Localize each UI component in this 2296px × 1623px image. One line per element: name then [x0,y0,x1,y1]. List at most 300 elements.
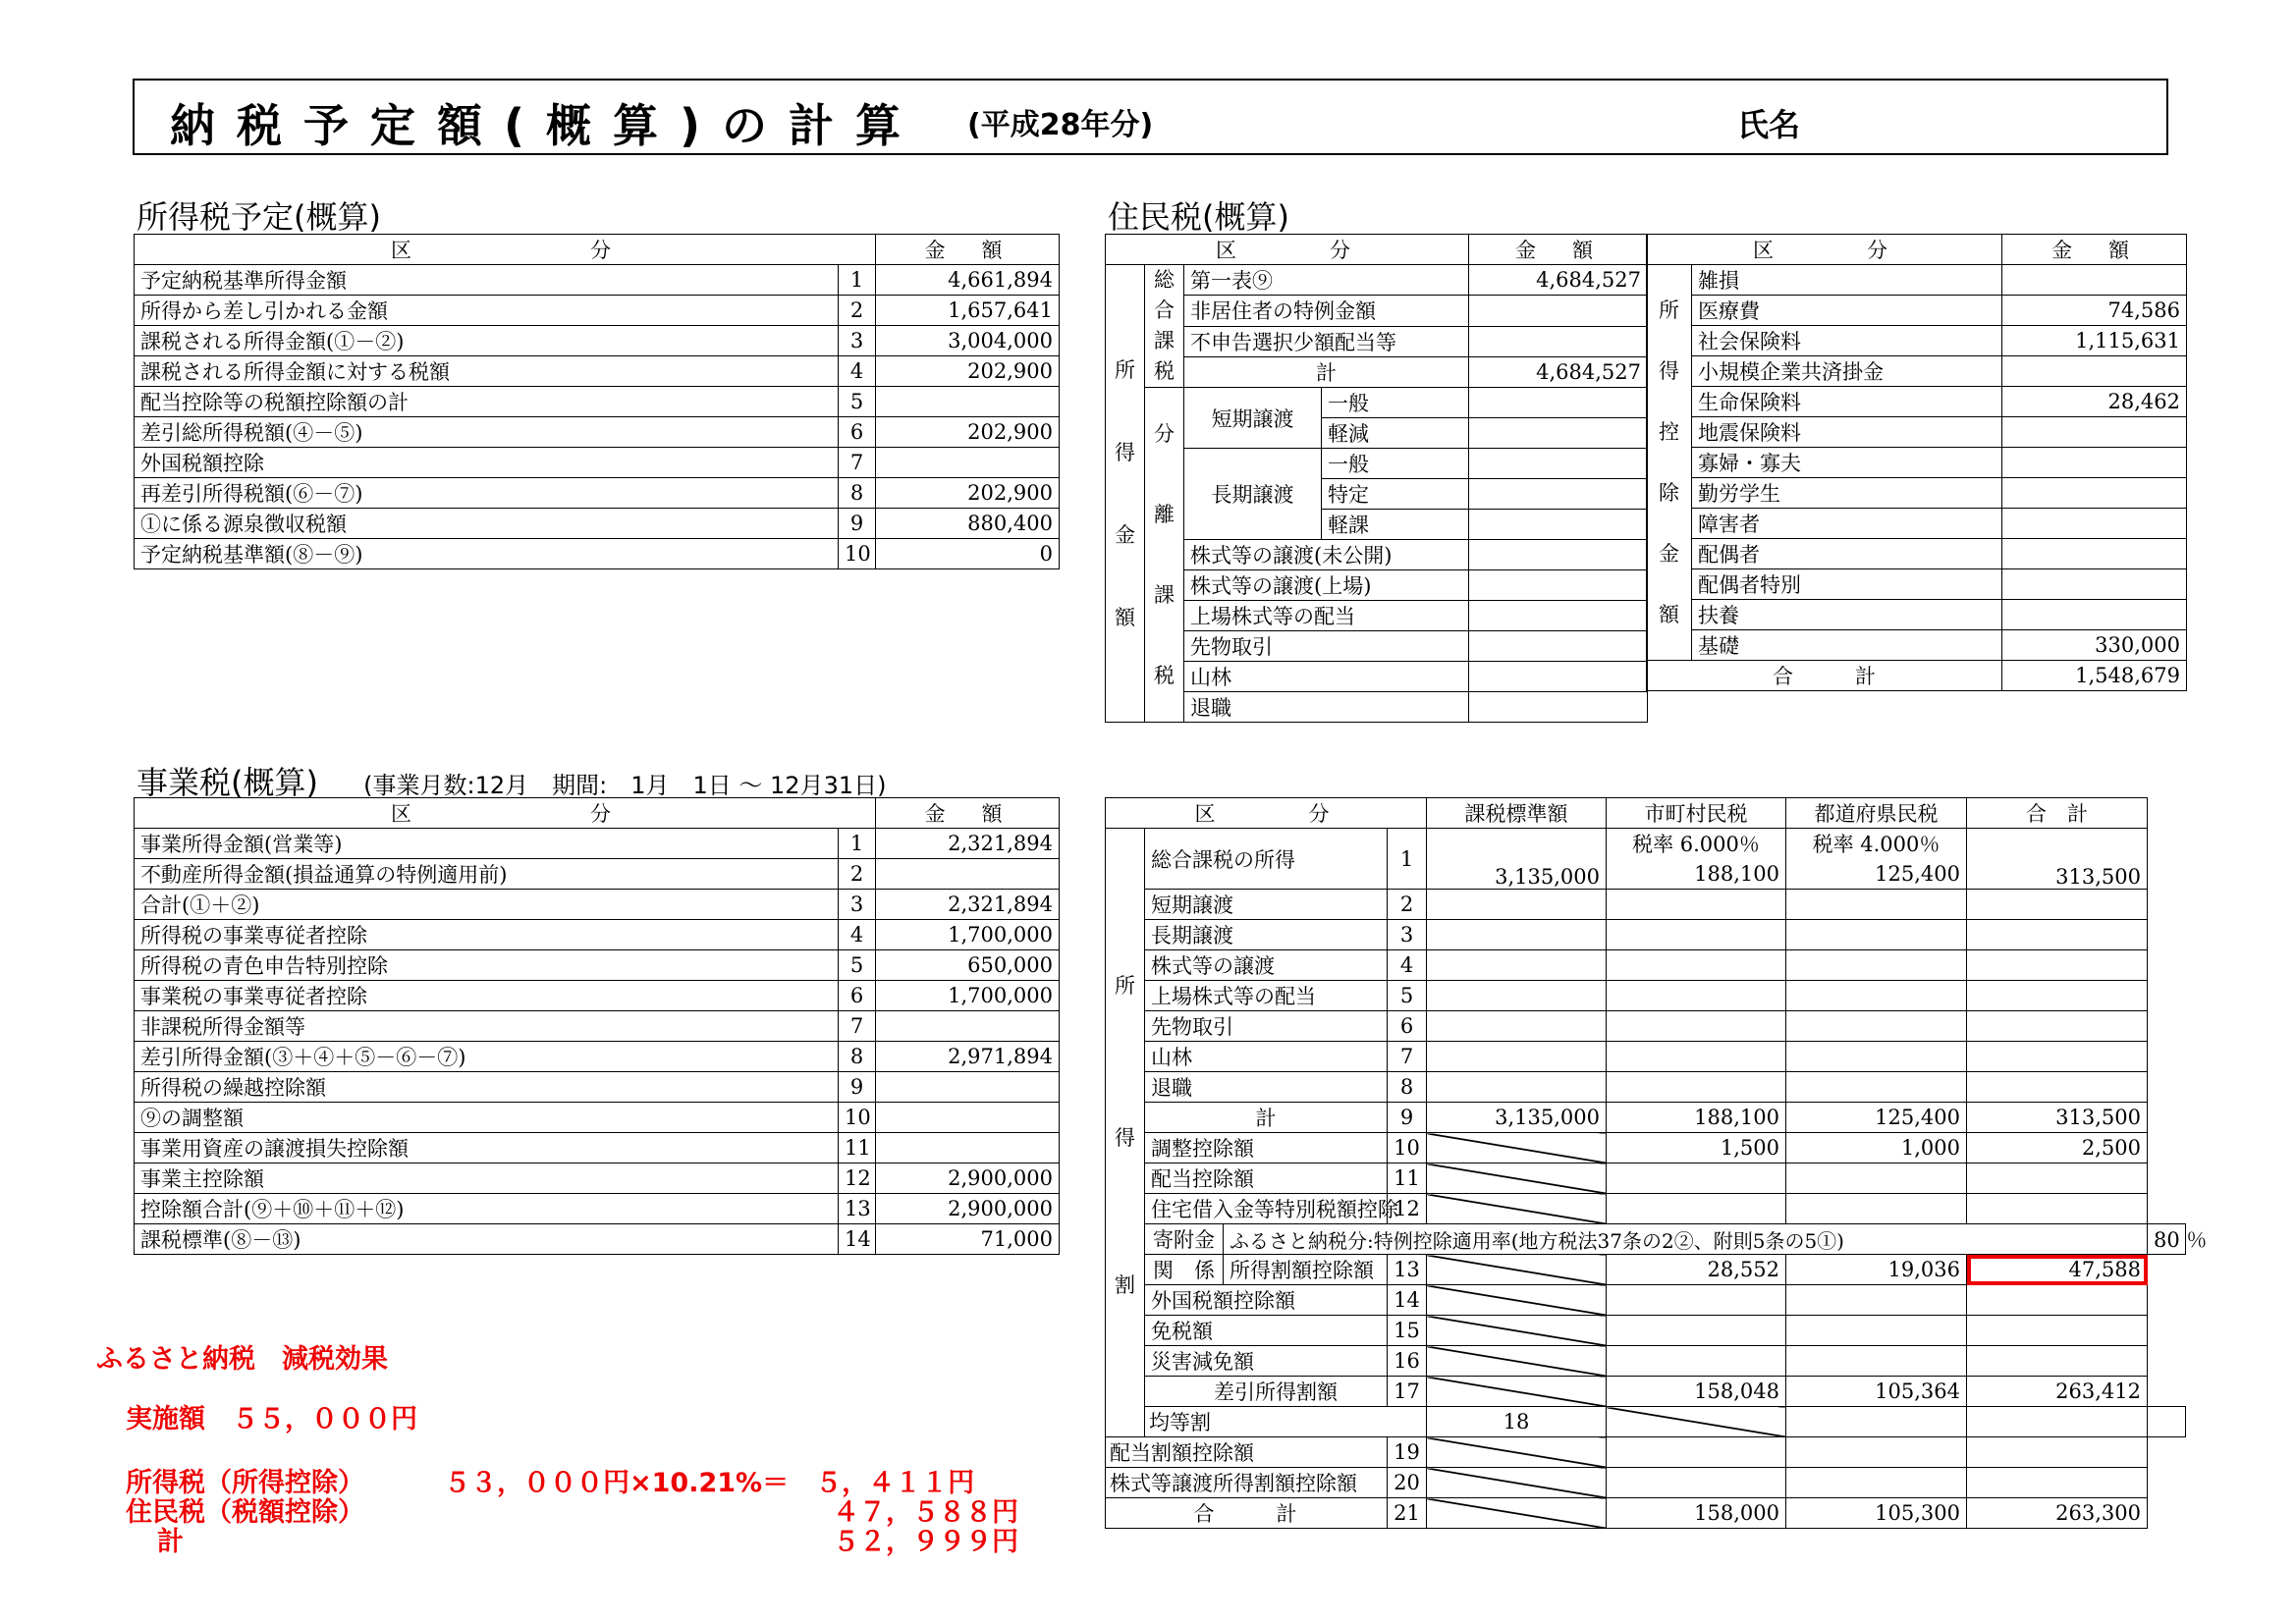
row-label: 特定 [1322,479,1469,510]
table-row [1106,540,1648,570]
row-label: 株式等の譲渡 [1145,950,1388,981]
row-label: 生命保険料 [1692,387,2002,417]
row-label: 第一表⑨ [1184,265,1469,296]
table-row [1647,265,2187,296]
row-amount [1469,662,1648,692]
row-pref [1786,829,1967,890]
row-no: 8 [1388,1072,1427,1103]
row-amount [1469,449,1648,479]
furusato-line1-calc: ５３，０００円×10.21%＝ ５，４１１円 [444,1468,975,1498]
row-base [1427,1042,1607,1072]
table-row [1647,326,2187,356]
row-label: 住宅借入金等特別税額控除 [1145,1194,1388,1224]
shotoku-wari-label: 所 得 割 [1106,829,1145,1437]
city-value: 188,100 [1694,862,1779,886]
row-label: 上場株式等の配当 [1184,601,1469,631]
row-label: ①に係る源泉徴収税額 [135,509,839,539]
table-row [1106,920,2186,950]
row-base: 3,135,000 [1427,1103,1607,1133]
row-pref [1786,1072,1967,1103]
row-label: 外国税額控除 [135,448,839,478]
row-base [1427,890,1607,920]
row-amount: 0 [876,539,1060,569]
row-total: 263,300 [1967,1498,2148,1529]
col-kubun: 区 分 [1647,235,2002,265]
row-label: 山林 [1184,662,1469,692]
short-label: 短期譲渡 [1184,388,1322,449]
row-amount [2002,356,2187,387]
row-amount: 1,700,000 [876,920,1060,950]
row-label: 不申告選択少額配当等 [1184,326,1469,356]
resident-income-table [1105,234,1648,723]
table-row [1106,1072,2186,1103]
row-label: 配偶者特別 [1692,569,2002,600]
furusato-line3-value: ５２，９９９円 [833,1527,1018,1557]
row-amount [876,448,1060,478]
table-row [135,326,1060,356]
table-row [135,1224,1060,1255]
table-row [1106,798,2186,829]
row-base [1427,1346,1607,1377]
row-amount: 2,971,894 [876,1042,1060,1072]
row-city [1607,1072,1786,1103]
row-pref [1786,920,1967,950]
city-rate: 税率 6.000％ [1632,833,1760,856]
row-amount [876,1133,1060,1163]
row-label: 不動産所得金額(損益通算の特例適用前) [135,859,839,890]
pref-value: 125,400 [1875,862,1960,886]
row-no: 7 [839,1011,876,1042]
row-no: 4 [839,356,876,387]
col-amount: 金 額 [2002,235,2187,265]
row-base [1427,1498,1607,1529]
row-label: 事業所得金額(営業等) [135,829,839,859]
row-city [1607,1194,1786,1224]
table-row [135,1163,1060,1194]
row-no: 19 [1388,1437,1427,1468]
table-row [1106,1194,2186,1224]
table-row [1647,296,2187,326]
row-city: 28,552 [1607,1255,1786,1285]
table-row [135,448,1060,478]
page-title: 納税予定額(概算)の計算 [170,99,923,152]
row-city [1607,981,1786,1011]
row-pref [1786,1042,1967,1072]
row-label: 上場株式等の配当 [1145,981,1388,1011]
row-label: 所得割額控除額 [1224,1255,1388,1285]
row-no: 17 [1388,1377,1427,1407]
table-row [1647,630,2187,661]
row-no: 16 [1388,1346,1427,1377]
row-amount [1469,388,1648,418]
row-label: 株式等の譲渡(未公開) [1184,540,1469,570]
business-tax-period: (事業月数:12月 期間: 1月 1日 〜 12月31日) [363,772,887,799]
long-label: 長期譲渡 [1184,449,1322,540]
col-kubun: 区 分 [1106,235,1469,265]
col-amount: 金 額 [1469,235,1648,265]
row-amount: 1,657,641 [876,296,1060,326]
table-row [1647,387,2187,417]
row-amount: 2,321,894 [876,829,1060,859]
row-total [1967,981,2148,1011]
row-amount: 202,900 [876,356,1060,387]
row-label: 基礎 [1692,630,2002,661]
row-city [1607,829,1786,890]
table-row [1106,388,1648,418]
row-amount [1469,601,1648,631]
row-label: 山林 [1145,1042,1388,1072]
row-label: 課税される所得金額(①－②) [135,326,839,356]
row-amount [1469,479,1648,510]
table-row [1106,1103,2186,1133]
table-row [1647,509,2187,539]
row-label: 株式等譲渡所得割額控除額 [1106,1468,1388,1498]
row-label: 予定納税基準所得金額 [135,265,839,296]
table-row [1647,661,2187,691]
row-pref [1786,1346,1967,1377]
table-row [1106,890,2186,920]
row-label: 勤労学生 [1692,478,2002,509]
table-row [1647,539,2187,569]
row-label: 先物取引 [1184,631,1469,662]
row-amount: 202,900 [876,478,1060,509]
row-label: 医療費 [1692,296,2002,326]
table-row [135,1042,1060,1072]
row-no: 21 [1388,1498,1427,1529]
row-amount [1469,540,1648,570]
wari-label: 割 [1115,1272,1135,1297]
row-label: 所得税の事業専従者控除 [135,920,839,950]
row-city [1607,1468,1786,1498]
table-row [1106,631,1648,662]
row-label: 短期譲渡 [1145,890,1388,920]
table-row [135,950,1060,981]
row-no: 9 [839,509,876,539]
row-total [1967,1072,2148,1103]
row-city [1607,1285,1786,1316]
table-row [1106,296,1648,326]
table-row [1106,601,1648,631]
table-row [1106,1042,2186,1072]
row-total: 313,500 [1967,1103,2148,1133]
row-label: 再差引所得税額(⑥－⑦) [135,478,839,509]
table-row [1106,1011,2186,1042]
row-city [1607,890,1786,920]
table-row [135,859,1060,890]
row-label: 配当控除等の税額控除額の計 [135,387,839,417]
table-row [135,1011,1060,1042]
income-tax-table [134,234,1060,569]
row-city [1607,950,1786,981]
row-no: 10 [839,1103,876,1133]
row-pref [1786,1437,1967,1468]
row-no: 3 [839,890,876,920]
table-row [1106,1163,2186,1194]
row-amount [2002,539,2187,569]
row-label: 事業主控除額 [135,1163,839,1194]
row-amount [1469,418,1648,449]
table-row [1106,1498,2186,1529]
row-label: 障害者 [1692,509,2002,539]
table-row [1106,356,1648,387]
row-total-highlight: 47,588 [1967,1255,2148,1285]
deduction-label: 所 得 控 除 金 額 [1647,265,1692,661]
row-total [2148,1407,2186,1437]
row-base [1427,920,1607,950]
row-total [1967,950,2148,981]
furusato-rate: 80 ％ [2148,1224,2186,1255]
row-label: 予定納税基準額(⑧－⑨) [135,539,839,569]
row-city [1607,920,1786,950]
row-no: 5 [839,950,876,981]
row-total: 2,500 [1967,1133,2148,1163]
row-pref [1786,1163,1967,1194]
row-amount: 2,900,000 [876,1163,1060,1194]
table-row [1106,235,1648,265]
row-amount [876,387,1060,417]
row-base [1427,950,1607,981]
row-label: 所得税の青色申告特別控除 [135,950,839,981]
row-total [1967,1437,2148,1468]
row-amount [876,859,1060,890]
row-no: 2 [839,296,876,326]
row-label: 一般 [1322,449,1469,479]
row-total [1967,890,2148,920]
row-city [1786,1407,1967,1437]
row-label: 調整控除額 [1145,1133,1388,1163]
row-label: 配偶者 [1692,539,2002,569]
table-row [135,417,1060,448]
row-no: 4 [1388,950,1427,981]
row-base [1427,1163,1607,1194]
table-row [1647,478,2187,509]
table-row [135,1133,1060,1163]
row-no: 10 [1388,1133,1427,1163]
row-total [1967,1042,2148,1072]
row-label: 外国税額控除額 [1145,1285,1388,1316]
row-amount [2002,448,2187,478]
table-row [1106,981,2186,1011]
row-label: 扶養 [1692,600,2002,630]
row-no: 13 [1388,1255,1427,1285]
row-total: 263,412 [1967,1377,2148,1407]
row-city [1607,1042,1786,1072]
table-row [1106,1224,2186,1255]
row-label: 一般 [1322,388,1469,418]
table-row [1106,1377,2186,1407]
row-label: 退職 [1145,1072,1388,1103]
row-total [1967,1468,2148,1498]
row-label: 地震保険料 [1692,417,2002,448]
row-base [1427,1194,1607,1224]
row-amount: 28,462 [2002,387,2187,417]
row-no: 3 [839,326,876,356]
kankei-label: 関 係 [1145,1255,1224,1285]
row-city: 1,500 [1607,1133,1786,1163]
total-amount: 1,548,679 [2002,661,2187,691]
furusato-line2-value: ４７，５８８円 [833,1497,1018,1528]
furusato-amount: 実施額 ５５，０００円 [126,1404,417,1434]
row-city: 158,000 [1607,1498,1786,1529]
kifu-label: 寄附金 [1145,1224,1224,1255]
sogo-label: 総 合 課 税 [1145,265,1184,388]
row-pref [1786,1316,1967,1346]
col-amount: 金 額 [876,235,1060,265]
row-base [1427,1377,1607,1407]
col-total: 合 計 [1967,798,2148,829]
table-row [1647,235,2187,265]
table-row [135,1194,1060,1224]
table-row [1106,570,1648,601]
col-kubun: 区 分 [1106,798,1427,829]
table-row [135,265,1060,296]
row-base [1427,1468,1607,1498]
table-row [135,1072,1060,1103]
table-row [1106,1437,2186,1468]
row-amount: 71,000 [876,1224,1060,1255]
row-amount [2002,509,2187,539]
row-pref [1786,1011,1967,1042]
row-amount: 1,115,631 [2002,326,2187,356]
row-amount [2002,478,2187,509]
row-amount: 1,700,000 [876,981,1060,1011]
table-row [1647,569,2187,600]
row-label: 配当控除額 [1145,1163,1388,1194]
row-no: 4 [839,920,876,950]
row-city [1607,1011,1786,1042]
furusato-line3-label: 計 [157,1527,184,1557]
row-base [1607,1407,1786,1437]
row-total: 313,500 [1967,829,2148,890]
row-no: 9 [1388,1103,1427,1133]
row-no: 12 [1388,1194,1427,1224]
row-city: 188,100 [1607,1103,1786,1133]
row-label: 小規模企業共済掛金 [1692,356,2002,387]
col-kubun: 区 分 [135,798,876,829]
table-row [1106,265,1648,296]
row-label: 計 [1145,1103,1388,1133]
table-row [1106,326,1648,356]
table-row [135,356,1060,387]
row-no: 11 [839,1133,876,1163]
row-pref: 19,036 [1786,1255,1967,1285]
row-no: 8 [839,1042,876,1072]
row-pref [1786,1468,1967,1498]
row-no: 1 [1388,829,1427,890]
row-label: 事業税の事業専従者控除 [135,981,839,1011]
table-row [1106,662,1648,692]
row-city [1607,1316,1786,1346]
row-amount: 650,000 [876,950,1060,981]
title-box [133,79,2168,155]
row-label: 長期譲渡 [1145,920,1388,950]
income-amount-label: 所 得 金 額 [1106,265,1145,723]
row-city [1607,1437,1786,1468]
resident-deduction-table [1646,234,2187,691]
row-label: ⑨の調整額 [135,1103,839,1133]
row-amount: 202,900 [876,417,1060,448]
row-label: 非課税所得金額等 [135,1011,839,1042]
row-label: 課税される所得金額に対する税額 [135,356,839,387]
row-base: 3,135,000 [1427,829,1607,890]
row-amount [1469,510,1648,540]
row-amount [1469,570,1648,601]
row-label: 均等割 [1145,1407,1427,1437]
row-city: 158,048 [1607,1377,1786,1407]
row-no: 2 [839,859,876,890]
row-label: 課税標準(⑧－⑬) [135,1224,839,1255]
table-row [1647,600,2187,630]
row-amount [1469,631,1648,662]
row-label: 合 計 [1106,1498,1388,1529]
table-row [135,1103,1060,1133]
row-no: 3 [1388,920,1427,950]
row-total [1967,1163,2148,1194]
row-amount: 2,900,000 [876,1194,1060,1224]
furusato-heading: ふるさと納税 減税効果 [96,1344,388,1375]
row-label: 雑損 [1692,265,2002,296]
row-label: 災害減免額 [1145,1346,1388,1377]
row-label: 退職 [1184,692,1469,723]
table-row [1106,1133,2186,1163]
row-label: 先物取引 [1145,1011,1388,1042]
table-row [135,920,1060,950]
table-row [135,539,1060,569]
row-amount: 4,684,527 [1469,356,1648,387]
col-kubun: 区 分 [135,235,876,265]
row-no: 20 [1388,1468,1427,1498]
name-label: 氏名 [1737,106,1801,143]
row-no: 6 [839,417,876,448]
row-base [1427,1437,1607,1468]
table-row [1106,1316,2186,1346]
row-pref [1967,1407,2148,1437]
col-amount: 金 額 [876,798,1060,829]
row-pref: 105,300 [1786,1498,1967,1529]
row-total [1967,1194,2148,1224]
resident-tax-heading: 住民税(概算) [1108,198,1289,236]
table-row [1106,449,1648,479]
row-label: 所得から差し引かれる金額 [135,296,839,326]
row-label: 計 [1184,356,1469,387]
row-label: 免税額 [1145,1316,1388,1346]
table-row [1106,950,2186,981]
row-label: 控除額合計(⑨＋⑩＋⑪＋⑫) [135,1194,839,1224]
table-row [135,829,1060,859]
row-no: 6 [1388,1011,1427,1042]
row-no: 11 [1388,1163,1427,1194]
table-row [135,890,1060,920]
col-city: 市町村民税 [1607,798,1786,829]
table-row [1647,448,2187,478]
row-no: 8 [839,478,876,509]
row-base [1427,1133,1607,1163]
total-label: 合 計 [1647,661,2002,691]
row-label: 差引所得割額 [1145,1377,1388,1407]
row-amount [2002,265,2187,296]
row-label: 社会保険料 [1692,326,2002,356]
business-tax-title: 事業税(概算) [137,764,318,801]
row-no: 14 [839,1224,876,1255]
table-row [1106,692,1648,723]
row-amount [876,1072,1060,1103]
row-no: 9 [839,1072,876,1103]
row-pref [1786,950,1967,981]
row-base [1427,1285,1607,1316]
row-no: 1 [839,265,876,296]
row-amount [1469,296,1648,326]
row-amount: 2,321,894 [876,890,1060,920]
